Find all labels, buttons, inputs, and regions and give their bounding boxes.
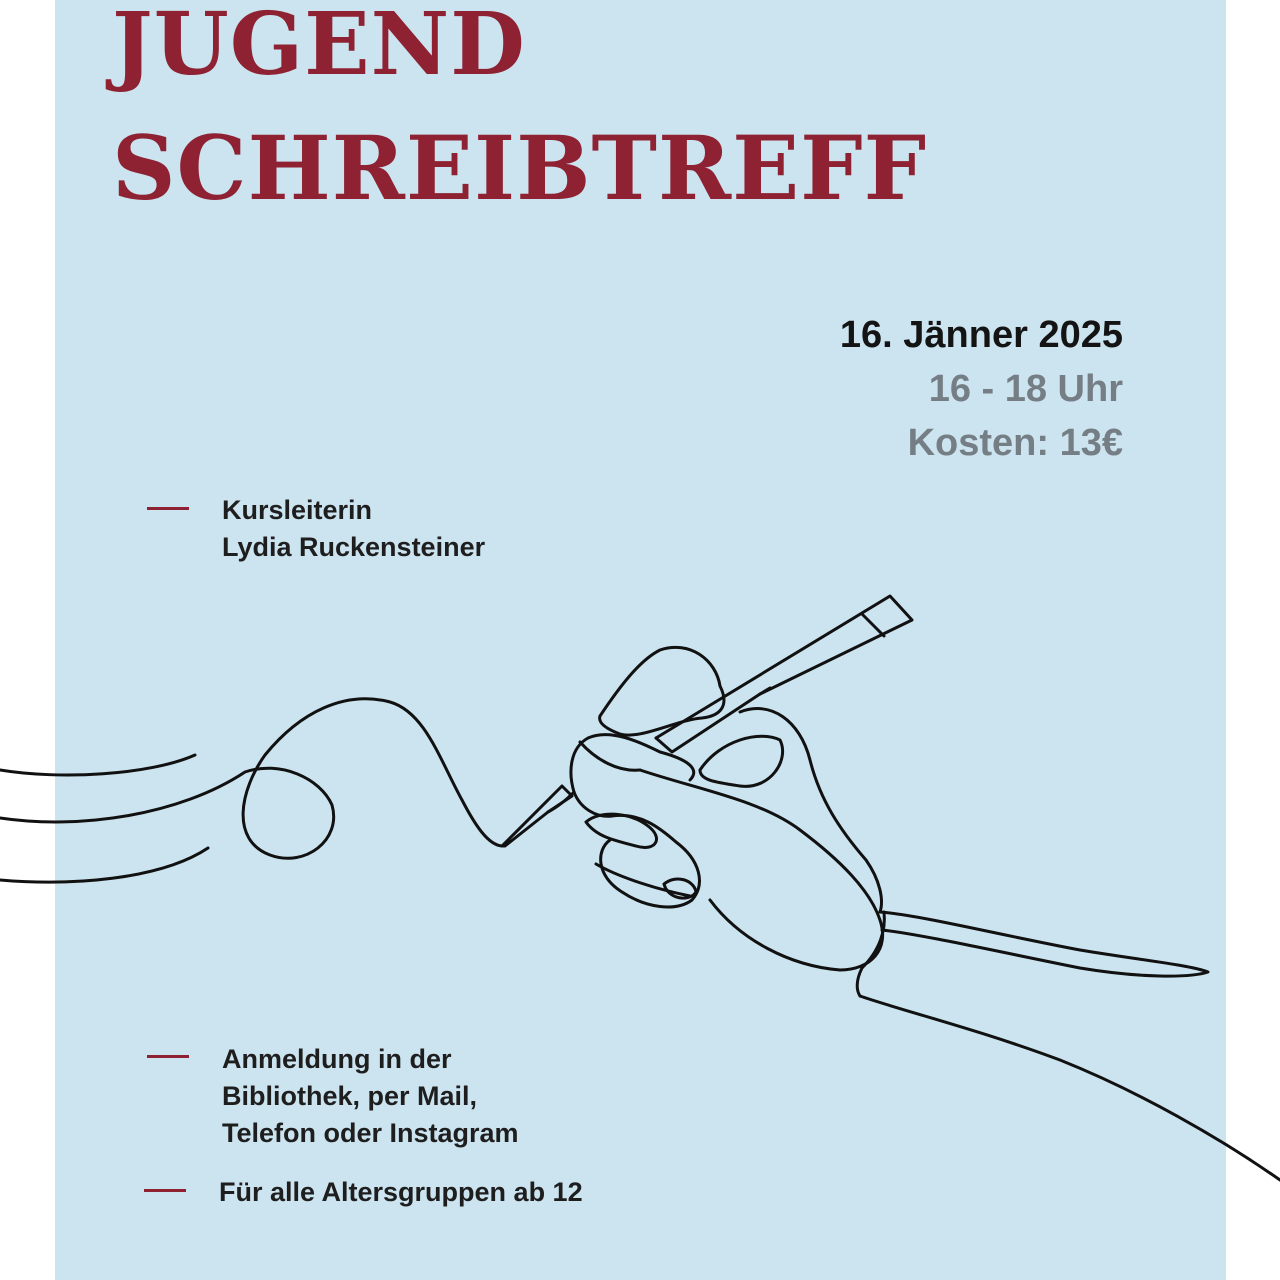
- bullet-dash: [147, 1055, 189, 1058]
- audience-text: Für alle Altersgruppen ab 12: [219, 1177, 583, 1207]
- instructor-block: [222, 492, 485, 566]
- registration-line: Telefon oder Instagram: [222, 1118, 519, 1148]
- registration-line: Bibliothek, per Mail,: [222, 1081, 478, 1111]
- event-cost: Kosten: 13€: [907, 422, 1123, 464]
- instructor-name: Lydia Ruckensteiner: [222, 532, 486, 562]
- bullet-dash: [147, 507, 189, 510]
- event-time: 16 - 18 Uhr: [928, 368, 1123, 410]
- title-line-1: JUGEND: [112, 0, 526, 95]
- title-line-2: SCHREIBTREFF: [112, 116, 928, 220]
- registration-line: Anmeldung in der: [222, 1044, 452, 1074]
- event-info: [840, 308, 1123, 470]
- bullet-dash: [144, 1189, 186, 1192]
- instructor-label: Kursleiterin: [222, 495, 373, 525]
- event-date: 16. Jänner 2025: [839, 314, 1123, 356]
- registration-block: [222, 1041, 519, 1152]
